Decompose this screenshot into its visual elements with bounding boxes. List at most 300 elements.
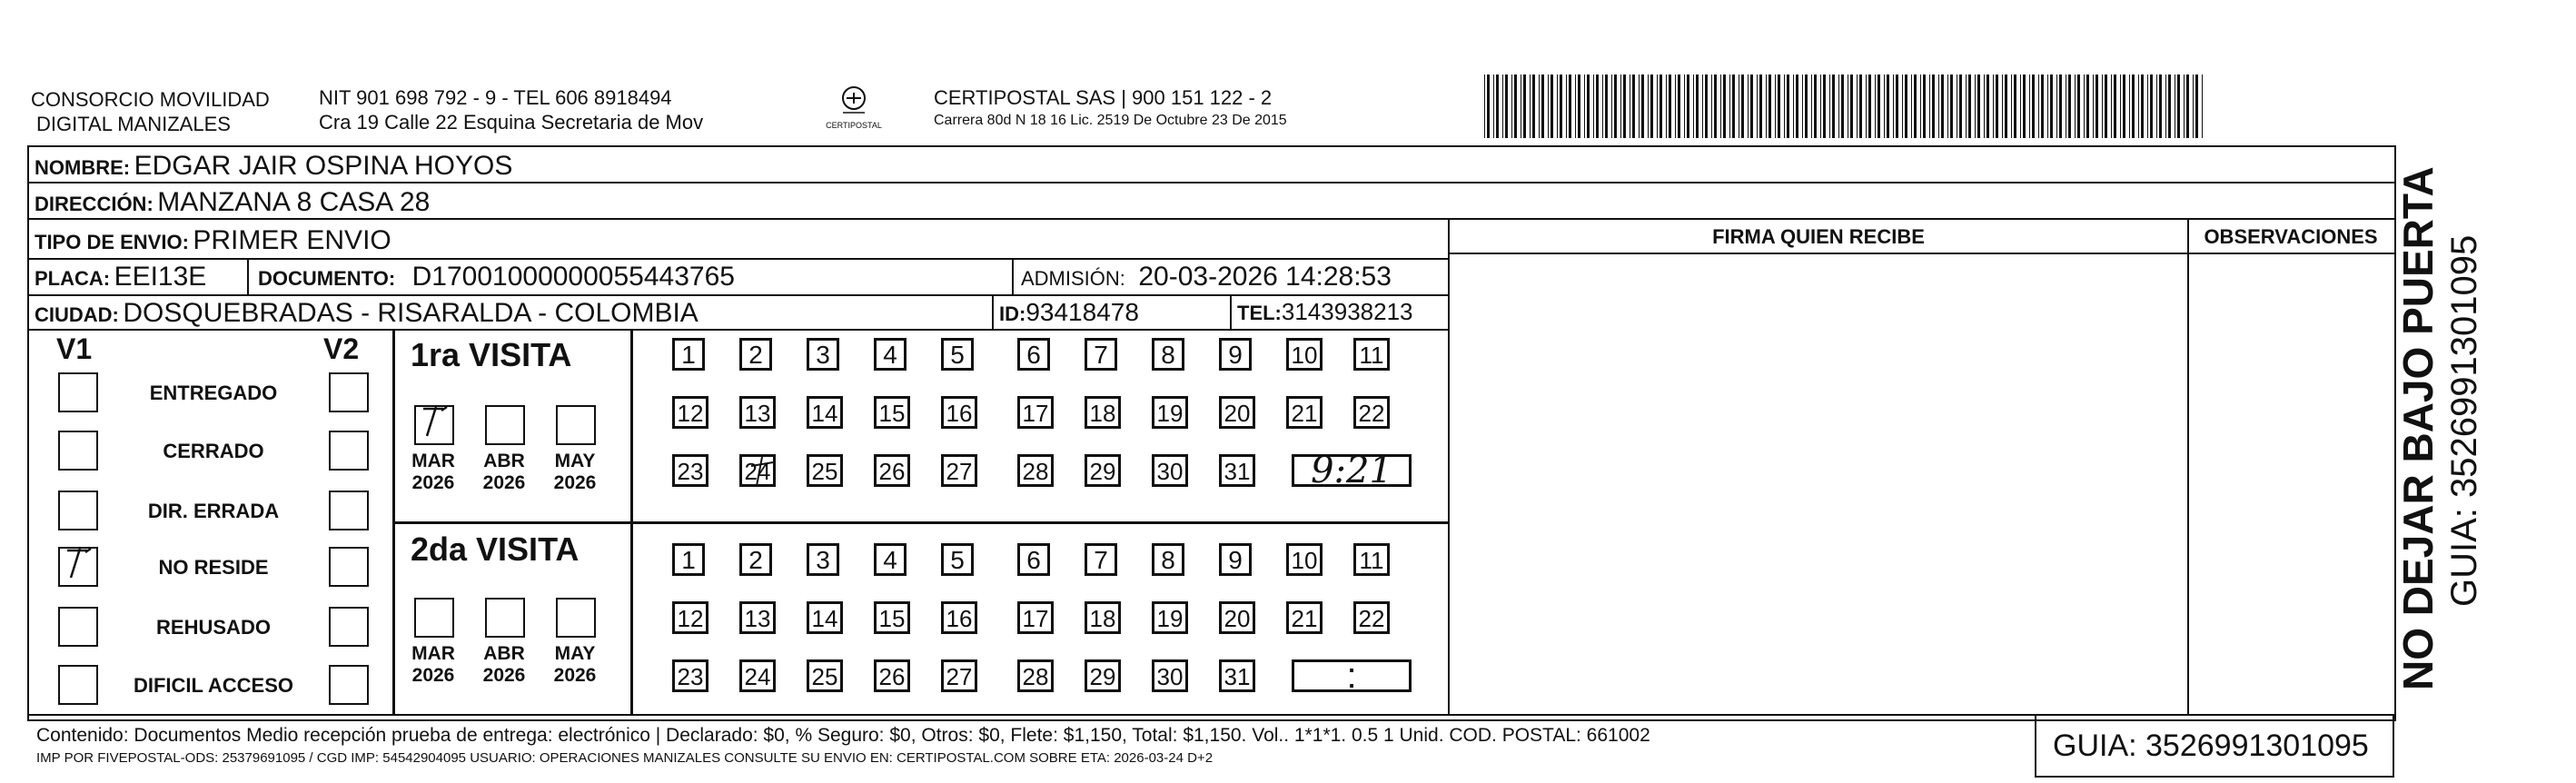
day-cell[interactable]: 10 [1286,338,1323,371]
barcode-bar [1484,74,1485,138]
barcode-bar [1841,74,1844,138]
barcode-bar [1984,74,1985,138]
tel-label: TEL: [1237,302,1282,324]
barcode-bar [2029,74,2030,138]
day-cell[interactable]: 25 [807,454,843,487]
barcode-bar [1578,74,1580,138]
footer-content: Contenido: Documentos Medio recepción prueba de entrega: electrónico | Declarado: $0, % Seguro: $0, Otros: $0, Flete: $1,150, Total: $1,150. Vol.. 1*1*1. 0.5 1 Unid. COD. POSTAL: 661002 [36,725,1650,746]
courier-info [934,85,1287,131]
day-cell[interactable]: 20 [1219,601,1255,634]
barcode-bar [1678,74,1680,138]
barcode-bar [1950,74,1953,138]
company-name [31,87,270,136]
barcode-bar [1878,74,1880,138]
day-cell[interactable]: 26 [874,454,910,487]
barcode-bar [1766,74,1767,138]
barcode-bar [1932,74,1935,138]
time-value: : [1346,656,1357,696]
check-mark-icon [742,453,778,490]
barcode-bar [1487,74,1490,138]
month-label [552,643,598,687]
status-label: CERRADO [163,440,264,462]
barcode-bar [1968,74,1971,138]
barcode-bar [1914,74,1917,138]
month-checkbox[interactable] [485,598,525,638]
v2-checkbox[interactable] [329,547,369,587]
barcode-bar [1750,74,1753,138]
barcode-bar [1838,74,1839,138]
barcode-bar [1975,74,1976,138]
direccion-value: MANZANA 8 CASA 28 [157,187,431,217]
status-label: NO RESIDE [158,556,269,579]
barcode-bar [2202,74,2203,138]
tel-cell [1237,298,1413,326]
barcode-bar [1650,74,1653,138]
documento-label: DOCUMENTO: [258,267,396,290]
v2-header: V2 [323,332,360,365]
day-cell[interactable]: 29 [1085,454,1121,487]
month-checkbox[interactable] [556,405,596,445]
barcode-bar [1587,74,1590,138]
day-cell[interactable]: 3 [807,338,839,371]
month-year: 2026 [482,472,526,493]
barcode-bar [2168,74,2171,138]
day-cell[interactable]: 23 [672,659,708,692]
barcode-bar [1675,74,1676,138]
day-cell[interactable]: 9 [1219,543,1252,576]
barcode-bar [1605,74,1608,138]
barcode-graphic [1484,74,2211,138]
day-cell[interactable]: 12 [672,601,708,634]
day-cell[interactable]: 15 [874,601,910,634]
day-cell[interactable]: 13 [739,396,776,429]
day-cell[interactable]: 18 [1085,601,1121,634]
barcode-bar [2165,74,2166,138]
barcode-bar [1959,74,1962,138]
admision-label: ADMISIÓN: [1021,267,1125,290]
day-cell[interactable]: 2 [739,543,772,576]
barcode-bar [1929,74,1930,138]
barcode-bar [2038,74,2039,138]
direccion-label: DIRECCIÓN: [35,193,154,215]
v2-checkbox[interactable] [329,607,369,647]
certipostal-logo [813,85,895,130]
company-address: Cra 19 Calle 22 Esquina Secretaria de Mov [319,111,704,134]
nombre-label: NOMBRE: [35,156,131,179]
id-value: 93418478 [1025,298,1139,326]
barcode-bar [1602,74,1603,138]
logo-text: CERTIPOSTAL [826,121,882,130]
second-visit-title: 2da VISITA [411,530,580,568]
nombre-row [35,151,512,182]
day-cell[interactable]: 14 [807,396,843,429]
barcode-bar [2047,74,2048,138]
barcode-bar [1787,74,1789,138]
month-name: MAY [554,643,596,664]
barcode-bar [1505,74,1508,138]
day-cell[interactable]: 12 [672,396,708,429]
status-label: DIR. ERRADA [147,500,280,522]
id-label: ID: [999,302,1026,325]
month-year: 2026 [482,665,526,686]
barcode-bar [1614,74,1617,138]
barcode-bar [1596,74,1599,138]
barcode-bar [1557,74,1558,138]
day-cell[interactable]: 26 [874,659,910,692]
company-line-1: CONSORCIO MOVILIDAD [31,88,270,111]
barcode-bar [1977,74,1980,138]
barcode-bar [1641,74,1644,138]
barcode-bar [1714,74,1717,138]
documento-value: D17001000000055443765 [411,262,735,292]
barcode-bar [1884,74,1885,138]
barcode-bar [1859,74,1862,138]
barcode-bar [1947,74,1948,138]
barcode-bar [1775,74,1776,138]
barcode-bar [2111,74,2112,138]
id-cell [999,298,1139,327]
barcode-bar [2156,74,2157,138]
barcode-bar [1693,74,1694,138]
day-cell[interactable]: 8 [1152,543,1184,576]
barcode-bar [1711,74,1712,138]
barcode-bar [1684,74,1685,138]
company-nit: NIT 901 698 792 - 9 - TEL 606 8918494 [319,86,672,109]
signature-area[interactable] [1450,256,2185,710]
day-cell[interactable]: 29 [1085,659,1121,692]
barcode-bar [2075,74,2076,138]
barcode-bar [1720,74,1721,138]
day-cell[interactable]: 21 [1286,396,1323,429]
first-visit-title: 1ra VISITA [411,336,572,373]
day-cell[interactable]: 17 [1017,396,1054,429]
barcode-bar [1769,74,1771,138]
barcode-bar [1820,74,1821,138]
barcode-bar [2159,74,2162,138]
month-label [481,451,527,494]
day-cell[interactable]: 24 [739,659,776,692]
signature-header: FIRMA QUIEN RECIBE [1712,225,1925,248]
day-cell[interactable]: 19 [1152,396,1188,429]
barcode-bar [1548,74,1549,138]
month-label [411,451,456,494]
barcode-bar [1632,74,1635,138]
barcode [1484,74,2211,138]
day-cell[interactable]: 23 [672,454,708,487]
v1-checkbox[interactable] [58,491,98,530]
day-cell[interactable]: 16 [941,396,977,429]
logo-icon [836,85,872,116]
barcode-bar [1620,74,1621,138]
placa-cell [35,262,206,292]
day-cell[interactable]: 22 [1353,601,1390,634]
barcode-bar [2002,74,2003,138]
barcode-bar [2032,74,2035,138]
barcode-bar [1875,74,1876,138]
barcode-bar [1575,74,1576,138]
month-name: MAR [411,643,455,664]
barcode-bar [1996,74,1998,138]
day-cell[interactable]: 30 [1152,659,1188,692]
barcode-bar [1566,74,1567,138]
day-cell[interactable]: 28 [1017,659,1054,692]
month-name: ABR [483,643,525,664]
barcode-bar [2077,74,2080,138]
day-cell[interactable]: 13 [739,601,776,634]
barcode-bar [1920,74,1921,138]
barcode-bar [1723,74,1726,138]
placa-value: EEI13E [114,262,207,292]
barcode-bar [1748,74,1749,138]
check-mark-icon [414,401,454,441]
barcode-bar [1893,74,1894,138]
tipo-row [35,225,391,256]
barcode-bar [2102,74,2103,138]
day-cell[interactable]: 5 [941,543,974,576]
month-label [481,643,527,687]
barcode-bar [1666,74,1667,138]
barcode-bar [1887,74,1889,138]
day-cell[interactable]: 5 [941,338,974,371]
month-year: 2026 [553,665,597,686]
day-cell[interactable]: 4 [874,338,907,371]
day-cell[interactable]: 17 [1017,601,1054,634]
ciudad-value: DOSQUEBRADAS - RISARALDA - COLOMBIA [123,298,698,328]
tel-value: 3143938213 [1281,298,1413,325]
admision-cell [1021,262,1392,292]
barcode-bar [1584,74,1585,138]
barcode-bar [2120,74,2121,138]
day-cell[interactable]: 19 [1152,601,1188,634]
day-cell[interactable]: 14 [807,601,843,634]
day-cell[interactable]: 27 [941,454,977,487]
barcode-bar [2177,74,2180,138]
day-cell[interactable]: 8 [1152,338,1184,371]
barcode-bar [1923,74,1926,138]
barcode-bar [1530,74,1531,138]
barcode-bar [1986,74,1989,138]
barcode-bar [1696,74,1699,138]
barcode-bar [1705,74,1708,138]
day-cell[interactable]: 3 [807,543,839,576]
barcode-bar [1938,74,1939,138]
barcode-bar [2086,74,2089,138]
day-cell[interactable]: 6 [1017,338,1050,371]
month-year: 2026 [411,665,455,686]
status-label: ENTREGADO [149,382,278,404]
day-cell[interactable]: 22 [1353,396,1390,429]
barcode-bar [1639,74,1640,138]
nombre-value: EDGAR JAIR OSPINA HOYOS [134,151,513,181]
barcode-bar [1732,74,1735,138]
barcode-bar [2105,74,2107,138]
time-box[interactable] [1292,450,1412,491]
status-label: REHUSADO [156,616,271,639]
barcode-bar [1793,74,1794,138]
company-info [319,85,703,134]
barcode-bar [1611,74,1612,138]
barcode-bar [2132,74,2135,138]
barcode-bar [1657,74,1658,138]
barcode-bar [1702,74,1703,138]
barcode-bar [2195,74,2198,138]
v2-checkbox[interactable] [329,372,369,412]
barcode-bar [1593,74,1594,138]
barcode-bar [2023,74,2026,138]
day-cell[interactable]: 24 [739,454,776,487]
v2-checkbox[interactable] [329,431,369,471]
month-checkbox[interactable] [414,405,454,445]
month-name: ABR [483,451,525,471]
barcode-bar [1532,74,1535,138]
barcode-bar [1796,74,1798,138]
barcode-bar [2084,74,2085,138]
barcode-bar [1832,74,1835,138]
v1-header: V1 [56,332,93,365]
barcode-bar [2041,74,2044,138]
courier-license: Carrera 80d N 18 16 Lic. 2519 De Octubre 23 De 2015 [934,113,1287,128]
v1-checkbox[interactable] [58,547,98,587]
month-checkbox[interactable] [485,405,525,445]
barcode-bar [2193,74,2194,138]
barcode-bar [1902,74,1903,138]
barcode-bar [1514,74,1517,138]
month-label [411,643,456,687]
barcode-bar [1493,74,1494,138]
barcode-bar [2059,74,2062,138]
month-name: MAR [411,451,455,471]
admision-value: 20-03-2026 14:28:53 [1138,262,1392,292]
v1-checkbox[interactable] [58,431,98,471]
footer-guia: GUIA: 3526991301095 [2053,728,2369,763]
day-cell[interactable]: 11 [1353,543,1390,576]
barcode-bar [2020,74,2021,138]
v1-checkbox[interactable] [58,665,98,705]
day-cell[interactable]: 28 [1017,454,1054,487]
barcode-bar [2129,74,2130,138]
barcode-bar [2184,74,2185,138]
barcode-bar [2123,74,2125,138]
barcode-bar [1857,74,1858,138]
direccion-row [35,187,430,218]
day-cell[interactable]: 10 [1286,543,1323,576]
v1-checkbox[interactable] [58,372,98,412]
barcode-bar [1560,74,1562,138]
day-cell[interactable]: 1 [672,543,705,576]
barcode-bar [2011,74,2012,138]
documento-cell [258,262,735,292]
ciudad-cell [35,298,698,329]
barcode-bar [2014,74,2016,138]
day-cell[interactable]: 4 [874,543,907,576]
day-cell[interactable]: 25 [807,659,843,692]
barcode-bar [1868,74,1871,138]
barcode-bar [1669,74,1671,138]
barcode-bar [1823,74,1826,138]
day-cell[interactable]: 15 [874,396,910,429]
tipo-label: TIPO DE ENVIO: [35,231,189,253]
barcode-bar [1623,74,1626,138]
barcode-bar [1511,74,1512,138]
barcode-bar [1866,74,1867,138]
barcode-bar [1648,74,1649,138]
barcode-bar [1523,74,1526,138]
month-year: 2026 [411,472,455,493]
barcode-bar [2095,74,2098,138]
side-warning: NO DEJAR BAJO PUERTA [2394,166,2442,690]
barcode-bar [1502,74,1503,138]
time-box[interactable] [1292,656,1412,696]
barcode-bar [1757,74,1758,138]
barcode-bar [2150,74,2153,138]
barcode-bar [1784,74,1785,138]
day-cell[interactable]: 31 [1219,659,1255,692]
day-cell[interactable]: 30 [1152,454,1188,487]
v2-checkbox[interactable] [329,491,369,530]
barcode-bar [1660,74,1662,138]
month-checkbox[interactable] [414,598,454,638]
barcode-bar [1993,74,1994,138]
day-cell[interactable]: 16 [941,601,977,634]
barcode-bar [1551,74,1553,138]
barcode-bar [1741,74,1744,138]
day-cell[interactable]: 11 [1353,338,1390,371]
day-cell[interactable]: 2 [739,338,772,371]
month-label [552,451,598,494]
barcode-bar [1687,74,1689,138]
barcode-bar [1811,74,1812,138]
barcode-bar [1759,74,1762,138]
day-cell[interactable]: 6 [1017,543,1050,576]
barcode-bar [1911,74,1912,138]
barcode-bar [1541,74,1544,138]
month-year: 2026 [553,472,597,493]
day-cell[interactable]: 20 [1219,396,1255,429]
courier-nit: CERTIPOSTAL SAS | 900 151 122 - 2 [934,86,1273,109]
day-cell[interactable]: 7 [1085,543,1117,576]
day-cell[interactable]: 21 [1286,601,1323,634]
v2-checkbox[interactable] [329,665,369,705]
barcode-bar [1496,74,1499,138]
day-cell[interactable]: 1 [672,338,705,371]
placa-label: PLACA: [35,267,111,290]
barcode-bar [2141,74,2144,138]
side-guia: GUIA: 3526991301095 [2444,234,2484,607]
barcode-bar [1814,74,1817,138]
day-cell[interactable]: 27 [941,659,977,692]
observations-area[interactable] [2189,256,2393,710]
day-cell[interactable]: 18 [1085,396,1121,429]
day-cell[interactable]: 7 [1085,338,1117,371]
footer-print-info: IMP POR FIVEPOSTAL-ODS: 25379691095 / CGD IMP: 54542904095 USUARIO: OPERACIONES MANIZALES CONSULTE SU ENVIO EN: CERTIPOSTAL.COM SOBRE ETA: 2026-03-24 D+2 [36,750,1214,766]
barcode-bar [2056,74,2057,138]
barcode-bar [1778,74,1780,138]
month-checkbox[interactable] [556,598,596,638]
barcode-bar [2186,74,2189,138]
status-label: DIFICIL ACCESO [133,674,293,697]
barcode-bar [2138,74,2139,138]
barcode-bar [1966,74,1967,138]
check-mark-icon [58,543,98,583]
month-name: MAY [554,451,596,471]
day-cell[interactable]: 31 [1219,454,1255,487]
barcode-bar [2093,74,2094,138]
day-cell[interactable]: 9 [1219,338,1252,371]
company-line-2: DIGITAL MANIZALES [36,113,231,135]
observations-header: OBSERVACIONES [2204,225,2378,248]
tipo-value: PRIMER ENVIO [193,225,391,255]
v1-checkbox[interactable] [58,607,98,647]
